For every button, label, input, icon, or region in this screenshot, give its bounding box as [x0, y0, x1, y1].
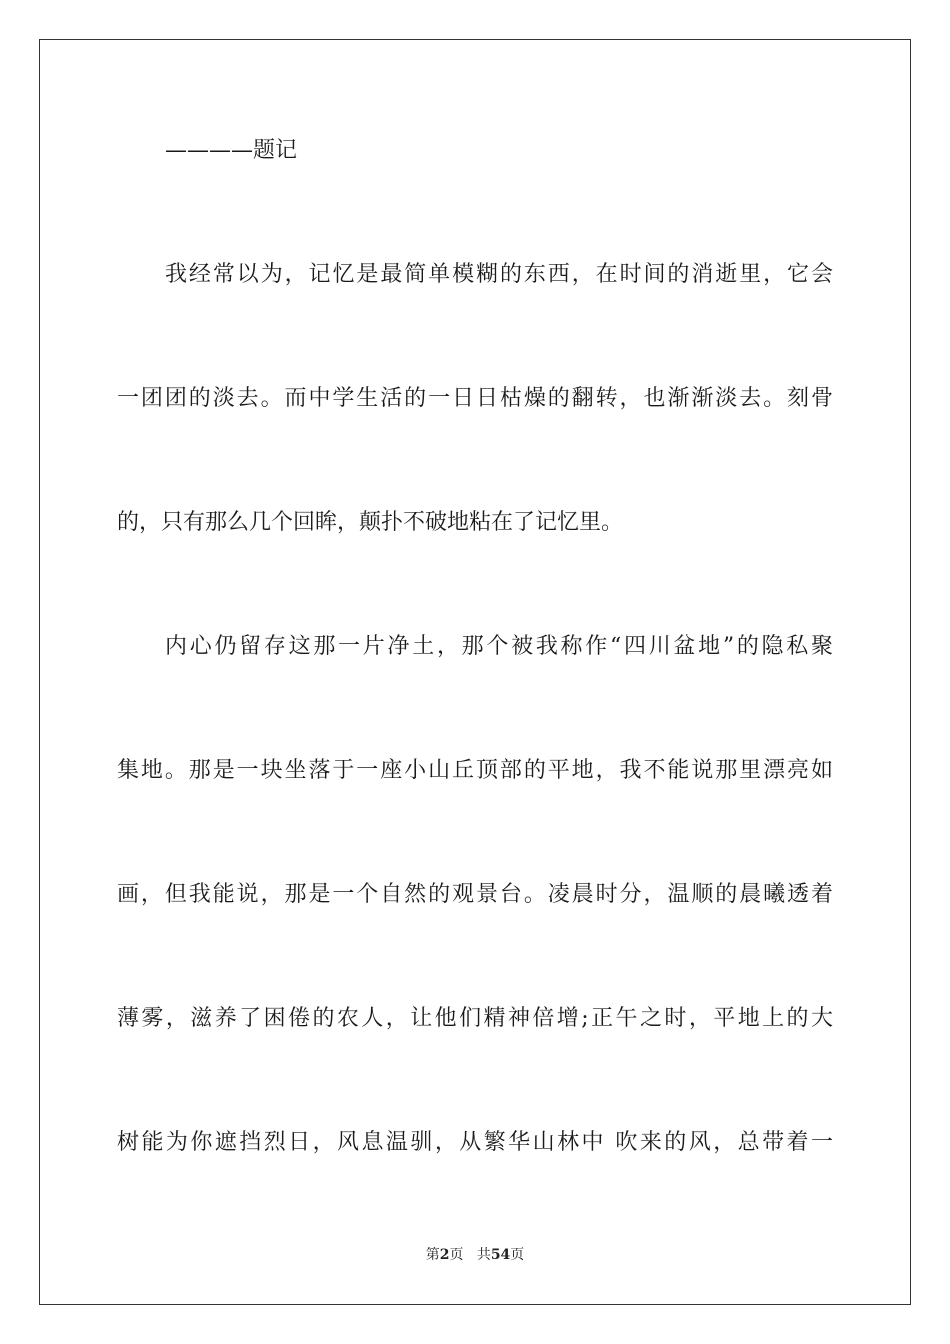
page-frame — [39, 39, 911, 1305]
total-pages: 54 — [490, 1247, 511, 1263]
paragraph-line: 薄雾，滋养了困倦的农人，让他们精神倍增;正午之时，平地上的大 — [117, 1006, 833, 1031]
paragraph-line: 树能为你遮挡烈日，风息温驯，从繁华山林中 吹来的风，总带着一 — [117, 1130, 833, 1155]
total-suffix: 页 — [510, 1247, 525, 1263]
paragraph-line: 画，但我能说，那是一个自然的观景台。凌晨时分，温顺的晨曦透着 — [117, 882, 833, 907]
total-prefix: 共 — [476, 1247, 491, 1263]
paragraph-line: 的，只有那么几个回眸，颠扑不破地粘在了记忆里。 — [117, 510, 624, 535]
page-prefix: 第 — [425, 1247, 440, 1263]
page-footer — [0, 1245, 950, 1265]
page-number: 2 — [439, 1247, 450, 1263]
paragraph-line: 内心仍留存这那一片净土，那个被我称作“四川盆地”的隐私聚 — [165, 634, 833, 659]
epigraph: ————题记 — [165, 138, 298, 163]
paragraph-line: 我经常以为，记忆是最简单模糊的东西，在时间的消逝里，它会 — [165, 262, 833, 287]
paragraph-line: 一团团的淡去。而中学生活的一日日枯燥的翻转，也渐渐淡去。刻骨 — [117, 386, 833, 411]
paragraph-line: 集地。那是一块坐落于一座小山丘顶部的平地，我不能说那里漂亮如 — [117, 758, 833, 783]
page-suffix: 页 — [449, 1247, 464, 1263]
